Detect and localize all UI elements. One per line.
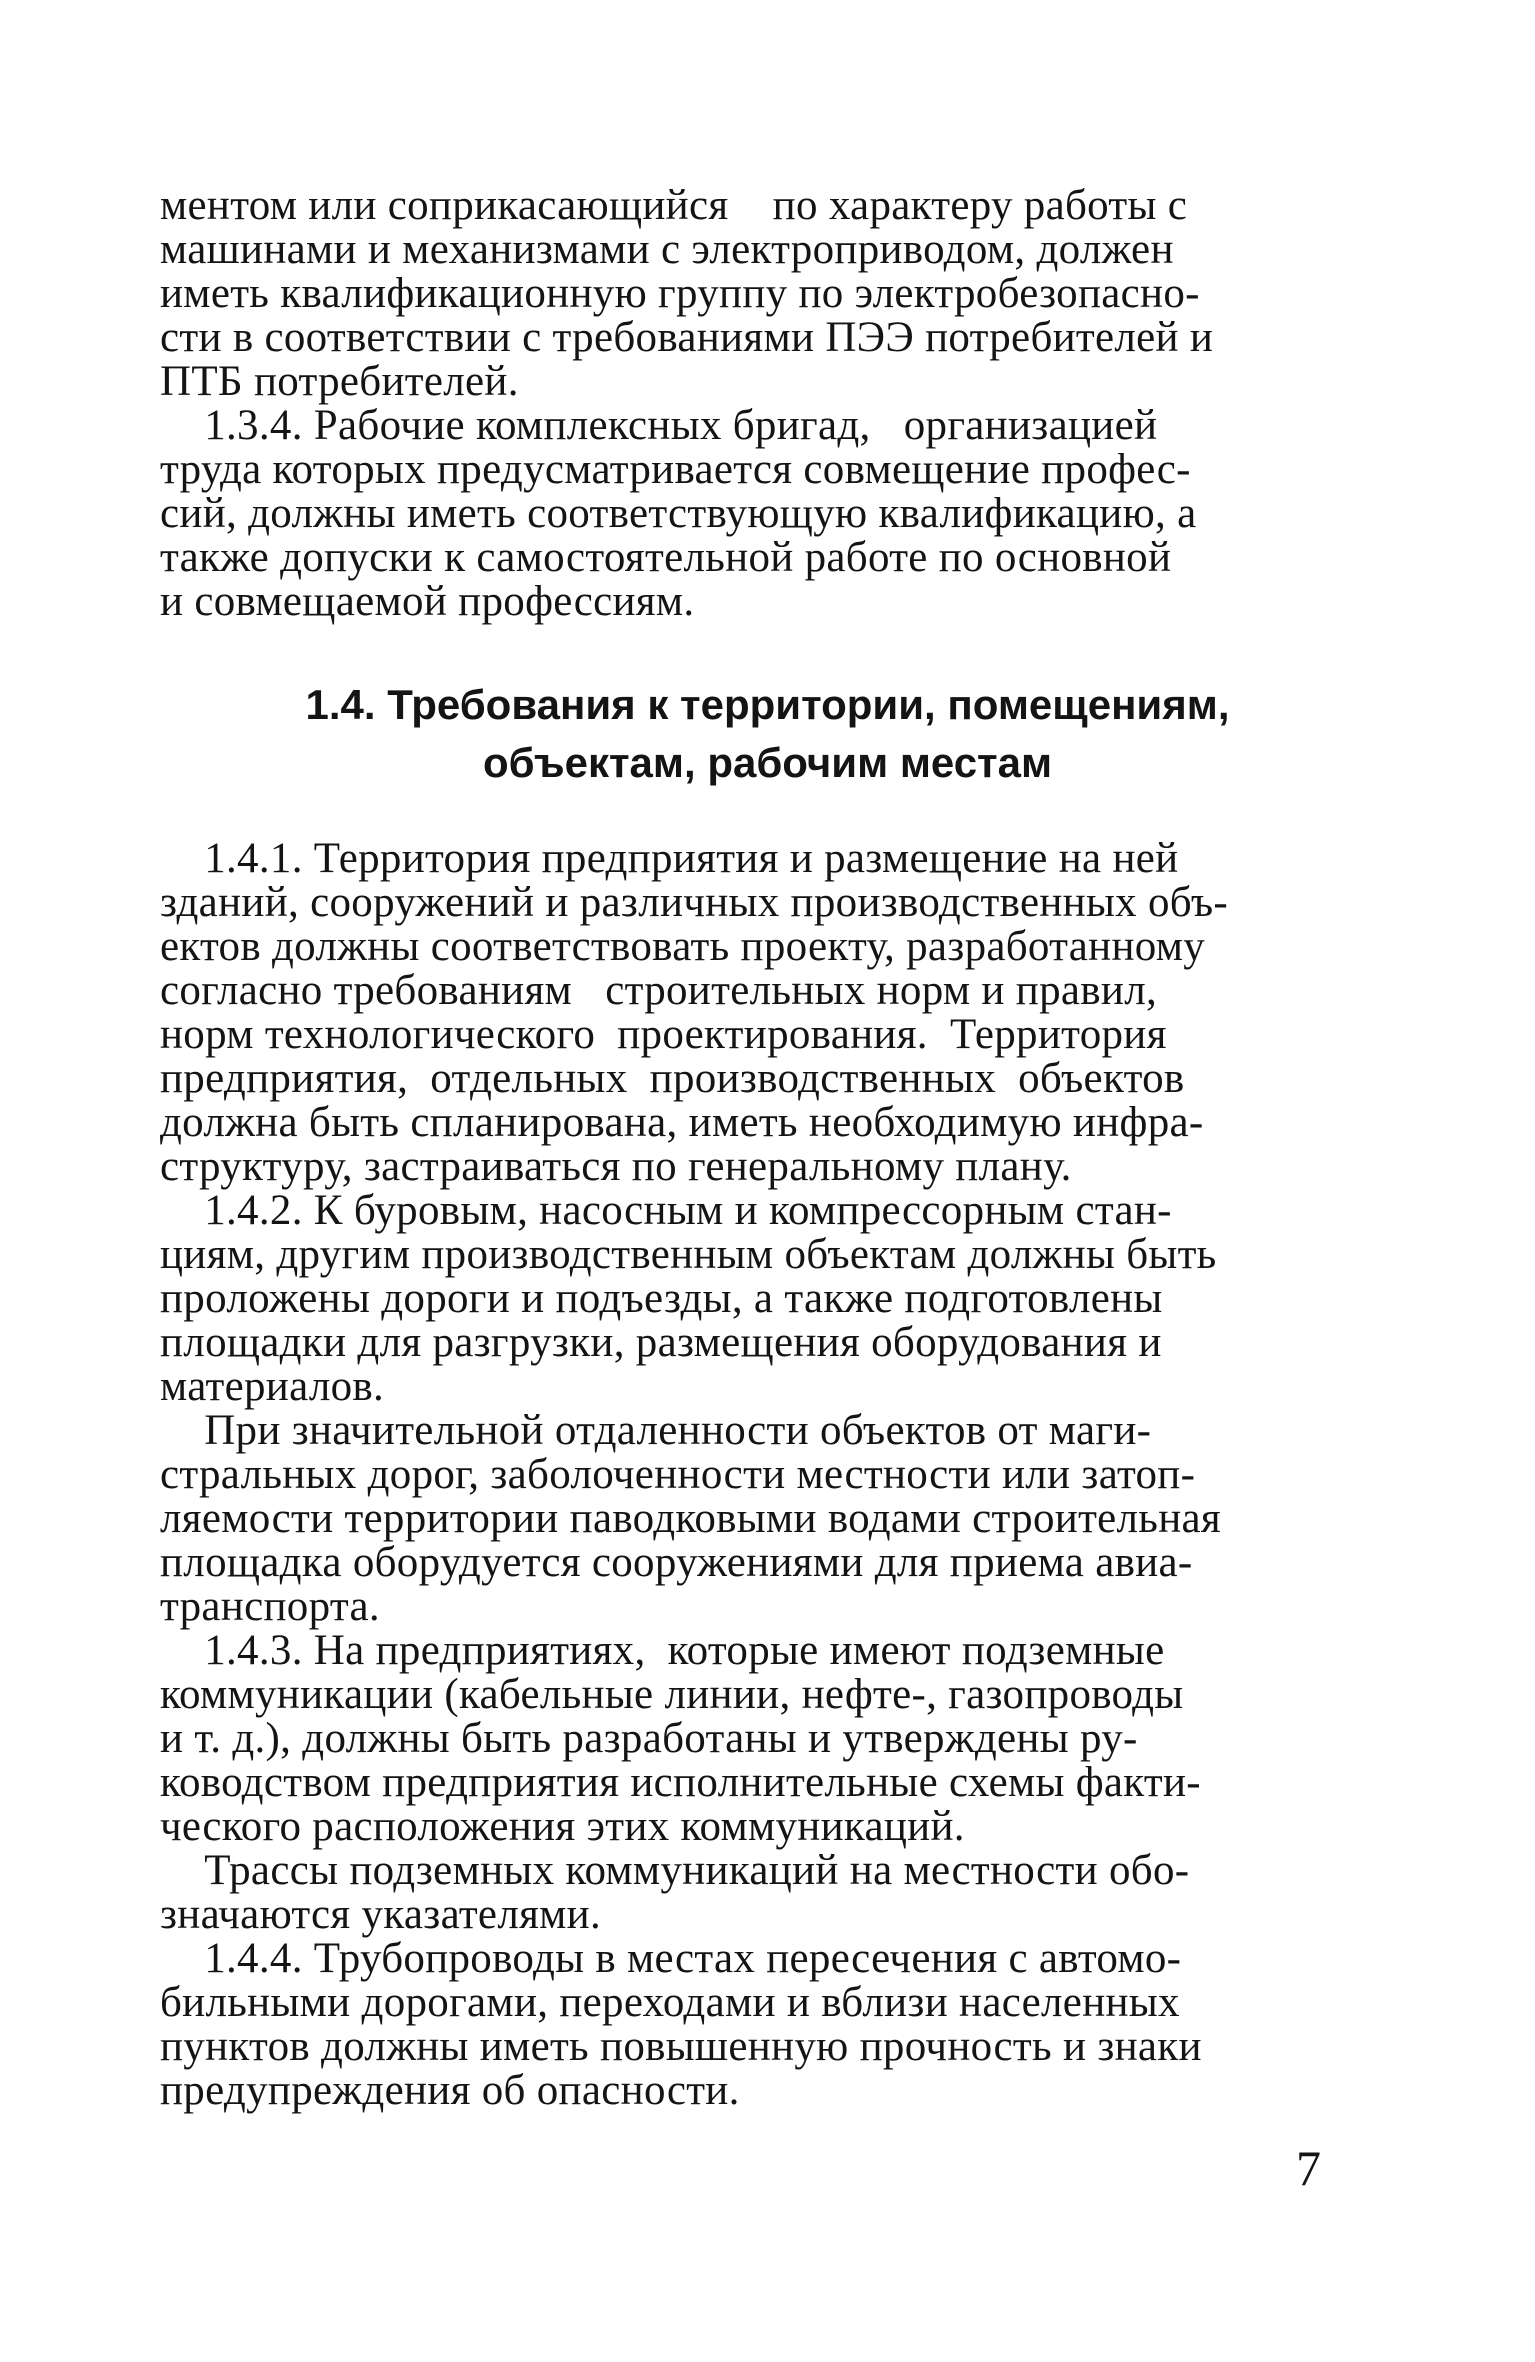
text-line: зданий, сооружений и различных производственных объ-: [160, 879, 1229, 926]
text-line: и т. д.), должны быть разработаны и утверждены ру-: [160, 1715, 1138, 1762]
text-line: структуру, застраиваться по генеральному плану.: [160, 1143, 1072, 1190]
text-line: должна быть спланирована, иметь необходимую инфра-: [160, 1099, 1204, 1146]
text-line: материалов.: [160, 1363, 385, 1410]
text-line: сий, должны иметь соответствующую квалификацию, а: [160, 490, 1197, 537]
page-number: 7: [1296, 2140, 1321, 2196]
text-line: согласно требованиям строительных норм и правил,: [160, 967, 1158, 1014]
text-line: 1.4.3. На предприятиях, которые имеют подземные: [160, 1627, 1165, 1674]
text-line: ческого расположения этих коммуникаций.: [160, 1803, 965, 1850]
text-line: стральных дорог, заболоченности местности или затоп-: [160, 1451, 1196, 1498]
text-line: сти в соответствии с требованиями ПЭЭ потребителей и: [160, 314, 1214, 361]
text-line: 1.4.2. К буровым, насосным и компрессорным стан-: [160, 1187, 1172, 1234]
text-line: 1.4.1. Территория предприятия и размещение на ней: [160, 835, 1179, 882]
text-line: норм технологического проектирования. Территория: [160, 1011, 1167, 1058]
text-line: ляемости территории паводковыми водами строительная: [160, 1495, 1221, 1542]
text-line: циям, другим производственным объектам должны быть: [160, 1231, 1217, 1278]
text-line: 1.3.4. Рабочие комплексных бригад, организацией: [160, 402, 1158, 449]
text-line: ментом или соприкасающийся по характеру работы с: [160, 182, 1188, 229]
text-line: и совмещаемой профессиям.: [160, 578, 695, 625]
text-line: значаются указателями.: [160, 1891, 602, 1938]
text-line: также допуски к самостоятельной работе по основной: [160, 534, 1172, 581]
heading-line: объектам, рабочим местам: [482, 739, 1053, 786]
text-line: машинами и механизмами с электроприводом, должен: [160, 226, 1174, 273]
text-line: площадки для разгрузки, размещения оборудования и: [160, 1319, 1162, 1366]
text-line: предупреждения об опасности.: [160, 2067, 740, 2114]
text-line: бильными дорогами, переходами и вблизи населенных: [160, 1979, 1180, 2026]
text-line: иметь квалификационную группу по электробезопасно-: [160, 270, 1200, 317]
text-line: проложены дороги и подъезды, а также подготовлены: [160, 1275, 1163, 1322]
text-line: ководством предприятия исполнительные схемы факти-: [160, 1759, 1201, 1806]
heading-line: 1.4. Требования к территории, помещениям,: [305, 681, 1230, 728]
text-line: предприятия, отдельных производственных объектов: [160, 1055, 1185, 1102]
text-line: труда которых предусматривается совмещение профес-: [160, 446, 1191, 493]
text-line: При значительной отдаленности объектов от маги-: [160, 1407, 1152, 1454]
text-line: 1.4.4. Трубопроводы в местах пересечения с автомо-: [160, 1935, 1182, 1982]
text-line: Трассы подземных коммуникаций на местности обо-: [160, 1847, 1190, 1894]
text-line: транспорта.: [160, 1583, 380, 1630]
text-line: пунктов должны иметь повышенную прочность и знаки: [160, 2023, 1202, 2070]
text-line: ектов должны соответствовать проекту, разработанному: [160, 923, 1206, 970]
text-line: коммуникации (кабельные линии, нефте-, газопроводы: [160, 1671, 1184, 1718]
text-line: площадка оборудуется сооружениями для приема авиа-: [160, 1539, 1193, 1586]
text-line: ПТБ потребителей.: [160, 358, 519, 405]
